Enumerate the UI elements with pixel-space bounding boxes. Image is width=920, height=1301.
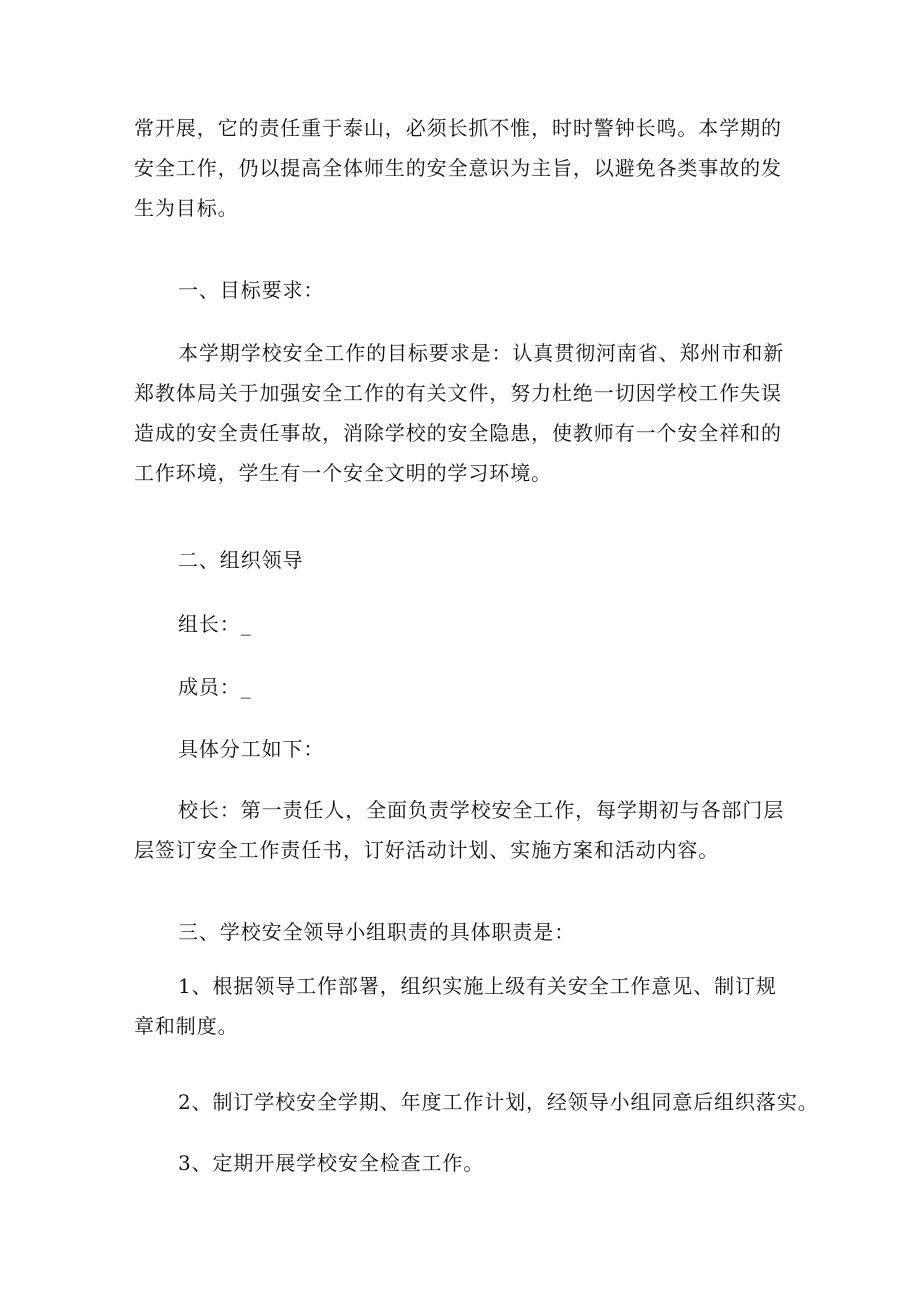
paragraph-intro-continued: 常开展，它的责任重于泰山，必须长抓不惟，时时警钟长鸣。本学期的安全工作，仍以提高全体师生的安全意识为主旨，以避免各类事故的发生为目标。 (134, 116, 782, 220)
heading-organization-leadership: 二、组织领导 (178, 548, 304, 572)
duty-item-3: 3、定期开展学校安全检查工作。 (178, 1151, 485, 1175)
division-of-labor-heading: 具体分工如下： (178, 737, 325, 761)
team-leader-line: 组长：_ (178, 612, 252, 636)
heading-safety-group-duties: 三、学校安全领导小组职责的具体职责是： (178, 920, 576, 944)
duty-item-2: 2、制订学校安全学期、年度工作计划，经领导小组同意后组织落实。 (178, 1090, 819, 1114)
team-members-line: 成员：_ (178, 675, 252, 699)
heading-goal-requirements: 一、目标要求： (178, 278, 325, 302)
principal-responsibility-paragraph: 校长：第一责任人，全面负责学校安全工作，每学期初与各部门层层签订安全工作责任书，订好活动计划、实施方案和活动内容。 (134, 798, 785, 862)
duty-item-1: 1、根据领导工作部署，组织实施上级有关安全工作意见、制订规章和制度。 (134, 974, 777, 1038)
paragraph-goal-requirements: 本学期学校安全工作的目标要求是：认真贯彻河南省、郑州市和新郑教体局关于加强安全工作的有关文件，努力杜绝一切因学校工作失误造成的安全责任事故，消除学校的安全隐患，使教师有一个安全祥和的工作环境，学生有一个安全文明的学习环境。 (134, 341, 785, 485)
